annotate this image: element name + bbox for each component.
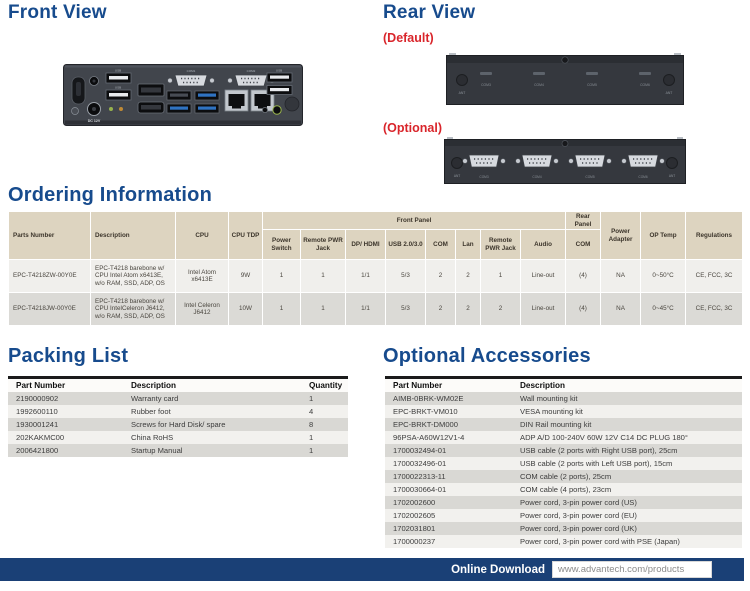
- hdd-led-icon: [119, 107, 123, 111]
- table-cell: 1: [309, 433, 314, 442]
- table-row: [8, 405, 348, 418]
- table-cell: 1702002605: [393, 511, 436, 520]
- table-cell: EPC-BRKT-DM000: [393, 420, 458, 429]
- table-cell: 1700000237: [393, 537, 436, 546]
- optional-accessories-title: Optional Accessories: [383, 345, 591, 367]
- table-cell: Power cord, 3-pin power cord (EU): [520, 511, 637, 520]
- col-parts-number: Parts Number: [9, 212, 91, 260]
- table-row: [8, 431, 348, 444]
- table-cell: COM cable (4 ports), 23cm: [520, 485, 612, 494]
- ant-label: ANT: [665, 91, 673, 95]
- accessories-table-header: [385, 378, 742, 393]
- com6-label: COM6: [638, 175, 648, 179]
- table-cell: 1992600110: [16, 407, 58, 416]
- table-row: [385, 444, 742, 457]
- table-cell: 2: [456, 260, 481, 293]
- table-cell: 9W: [229, 260, 263, 293]
- col-regulations: Regulations: [686, 212, 743, 260]
- table-cell: 1700030664-01: [393, 485, 447, 494]
- table-cell: 2: [426, 260, 456, 293]
- ant-label: ANT: [668, 174, 676, 178]
- mic-jack-icon: [262, 107, 267, 112]
- table-cell: 1702002600: [393, 498, 436, 507]
- table-cell: 1: [301, 293, 346, 326]
- rear-panel-default-image: [446, 53, 684, 110]
- antenna-hole-icon: [667, 158, 678, 169]
- col-description: Description: [512, 378, 742, 393]
- col-rear-com: COM: [566, 230, 601, 260]
- antenna-hole-icon: [664, 75, 675, 86]
- table-cell: DIN Rail mounting kit: [520, 420, 592, 429]
- table-cell: 1/1: [346, 260, 386, 293]
- ordering-table-header: [9, 212, 743, 260]
- table-cell: EPC-T4218 barebone w/ CPU Intel Atom x6413E, w/o RAM, SSD, ADP, OS: [91, 260, 176, 293]
- table-cell: Rubber foot: [131, 407, 171, 416]
- screw-icon: [562, 141, 568, 147]
- ant-label: ANT: [458, 91, 466, 95]
- ordering-information-title: Ordering Information: [8, 184, 212, 206]
- table-cell: 1930001241: [16, 420, 59, 429]
- dc-12v-label: DC 12V: [87, 119, 101, 123]
- online-download-bar: [0, 558, 744, 581]
- com3-label: COM3: [481, 83, 491, 87]
- col-cpu: CPU: [176, 212, 229, 260]
- table-cell: COM cable (2 ports), 25cm: [520, 472, 612, 481]
- table-row: [385, 470, 742, 483]
- table-cell: VESA mounting kit: [520, 407, 583, 416]
- table-cell: 1: [309, 394, 314, 403]
- table-cell: Power cord, 3-pin power cord with PSE (Japan): [520, 537, 680, 546]
- table-row: [9, 293, 743, 326]
- table-cell: Intel Atom x6413E: [176, 260, 229, 293]
- col-description: Description: [91, 212, 176, 260]
- packing-table-body: [8, 392, 348, 457]
- table-cell: USB cable (2 ports with Right USB port), 25cm: [520, 446, 678, 455]
- rear-panel-group-header: Rear Panel: [566, 212, 601, 230]
- table-cell: Startup Manual: [131, 446, 183, 455]
- table-cell: 1700032496-01: [393, 459, 447, 468]
- table-cell: NA: [601, 260, 641, 293]
- table-row: [385, 431, 742, 444]
- table-cell: EPC-T4218ZW-00Y0E: [9, 260, 91, 293]
- table-cell: 0~45°C: [641, 293, 686, 326]
- usb-label: USB: [275, 68, 283, 73]
- table-row: [385, 392, 742, 405]
- rear-view-title: Rear View: [383, 2, 476, 23]
- table-cell: 1: [481, 260, 521, 293]
- accessories-table: [385, 376, 742, 548]
- col-remote-pwr-jack-2: Remote PWR Jack: [481, 230, 521, 260]
- table-cell: AIMB-0BRK-WM02E: [393, 394, 464, 403]
- table-cell: 1: [263, 293, 301, 326]
- ordering-table: [8, 211, 743, 326]
- table-cell: 1700022313-11: [393, 472, 446, 481]
- accessories-table-body: [385, 392, 742, 548]
- table-cell: 0~50°C: [641, 260, 686, 293]
- col-power-adapter: Power Adapter: [601, 212, 641, 260]
- packing-table: [8, 376, 348, 457]
- table-cell: (4): [566, 260, 601, 293]
- table-cell: 2190000902: [16, 394, 59, 403]
- rear-optional-svg: [444, 137, 686, 184]
- com4-label: COM4: [532, 175, 542, 179]
- table-cell: (4): [566, 293, 601, 326]
- col-description: Description: [123, 378, 301, 393]
- table-cell: 5/3: [386, 260, 426, 293]
- table-row: [8, 444, 348, 457]
- rear-optional-label: (Optional): [383, 121, 443, 135]
- rear-panel-optional-image: [444, 137, 686, 189]
- antenna-hole-icon: [457, 75, 468, 86]
- com6-label: COM6: [640, 83, 650, 87]
- table-cell: 2006421800: [16, 446, 59, 455]
- table-cell: 1/1: [346, 293, 386, 326]
- com5-label: COM5: [585, 175, 595, 179]
- screw-icon: [562, 57, 568, 63]
- col-part-number: Part Number: [385, 378, 512, 393]
- front-view-title: Front View: [8, 2, 107, 23]
- col-usb: USB 2.0/3.0: [386, 230, 426, 260]
- table-cell: 4: [309, 407, 314, 416]
- table-row: [385, 496, 742, 509]
- table-cell: 2: [456, 293, 481, 326]
- table-cell: 8: [309, 420, 314, 429]
- col-dp-hdmi: DP/ HDMI: [346, 230, 386, 260]
- col-cpu-tdp: CPU TDP: [229, 212, 263, 260]
- ordering-table-body: [9, 260, 743, 326]
- table-row: [385, 418, 742, 431]
- col-part-number: Part Number: [8, 378, 123, 393]
- table-cell: NA: [601, 293, 641, 326]
- front-panel-svg: [63, 64, 303, 126]
- col-power-switch: Power Switch: [263, 230, 301, 260]
- com2-label: COM2: [246, 69, 256, 73]
- usb-label: USB: [114, 85, 122, 90]
- col-com: COM: [426, 230, 456, 260]
- antenna-hole-icon: [285, 97, 299, 111]
- table-cell: EPC-T4218JW-00Y0E: [9, 293, 91, 326]
- table-cell: Wall mounting kit: [520, 394, 578, 403]
- com5-label: COM5: [587, 83, 597, 87]
- table-cell: Power cord, 3-pin power cord (UK): [520, 524, 637, 533]
- table-cell: EPC-BRKT-VM010: [393, 407, 458, 416]
- table-cell: 2: [481, 293, 521, 326]
- table-cell: CE, FCC, 3C: [686, 293, 743, 326]
- power-led-icon: [109, 107, 113, 111]
- table-row: [385, 535, 742, 548]
- table-row: [8, 392, 348, 405]
- packing-table-header: [8, 378, 348, 393]
- rear-default-label: (Default): [383, 31, 434, 45]
- table-cell: 1: [309, 446, 314, 455]
- table-cell: 1: [301, 260, 346, 293]
- table-cell: 1702031801: [393, 524, 436, 533]
- antenna-hole-icon: [452, 158, 463, 169]
- table-cell: USB cable (2 ports with Left USB port), 15cm: [520, 459, 673, 468]
- table-row: [385, 457, 742, 470]
- table-cell: 202KAKMC00: [16, 433, 65, 442]
- table-row: [385, 522, 742, 535]
- com4-label: COM4: [534, 83, 544, 87]
- col-quantity: Quantity: [301, 378, 348, 393]
- usb-label: USB: [114, 68, 122, 73]
- table-row: [385, 483, 742, 496]
- rear-default-svg: [446, 53, 684, 105]
- table-cell: Warranty card: [131, 394, 179, 403]
- table-row: [385, 405, 742, 418]
- table-cell: 10W: [229, 293, 263, 326]
- table-cell: Line-out: [521, 260, 566, 293]
- table-cell: 2: [426, 293, 456, 326]
- col-remote-pwr-jack: Remote PWR Jack: [301, 230, 346, 260]
- com1-label: COM1: [186, 69, 196, 73]
- com3-label: COM3: [479, 175, 489, 179]
- online-download-url[interactable]: www.advantech.com/products: [552, 561, 712, 578]
- table-row: [385, 509, 742, 522]
- table-row: [9, 260, 743, 293]
- col-lan: Lan: [456, 230, 481, 260]
- table-cell: 1: [263, 260, 301, 293]
- col-audio: Audio: [521, 230, 566, 260]
- online-download-label: Online Download: [451, 563, 545, 576]
- line-out-jack-icon: [273, 106, 281, 114]
- table-cell: 5/3: [386, 293, 426, 326]
- table-row: [8, 418, 348, 431]
- front-panel-group-header: Front Panel: [263, 212, 566, 230]
- table-cell: China RoHS: [131, 433, 174, 442]
- table-cell: Power cord, 3-pin power cord (US): [520, 498, 637, 507]
- table-cell: Intel Celeron J6412: [176, 293, 229, 326]
- front-panel-image: [63, 64, 303, 131]
- table-cell: CE, FCC, 3C: [686, 260, 743, 293]
- table-cell: 96PSA-A60W12V1-4: [393, 433, 465, 442]
- ground-screw-icon: [72, 108, 79, 115]
- table-cell: 1700032494-01: [393, 446, 447, 455]
- col-op-temp: OP Temp: [641, 212, 686, 260]
- table-cell: Line-out: [521, 293, 566, 326]
- table-cell: Screws for Hard Disk/ spare: [131, 420, 226, 429]
- packing-list-title: Packing List: [8, 345, 129, 367]
- ant-label: ANT: [453, 174, 461, 178]
- table-cell: ADP A/D 100-240V 60W 12V C14 DC PLUG 180°: [520, 433, 688, 442]
- table-cell: EPC-T4218 barebone w/ CPU IntelCeleron J6412, w/o RAM, SSD, ADP, OS: [91, 293, 176, 326]
